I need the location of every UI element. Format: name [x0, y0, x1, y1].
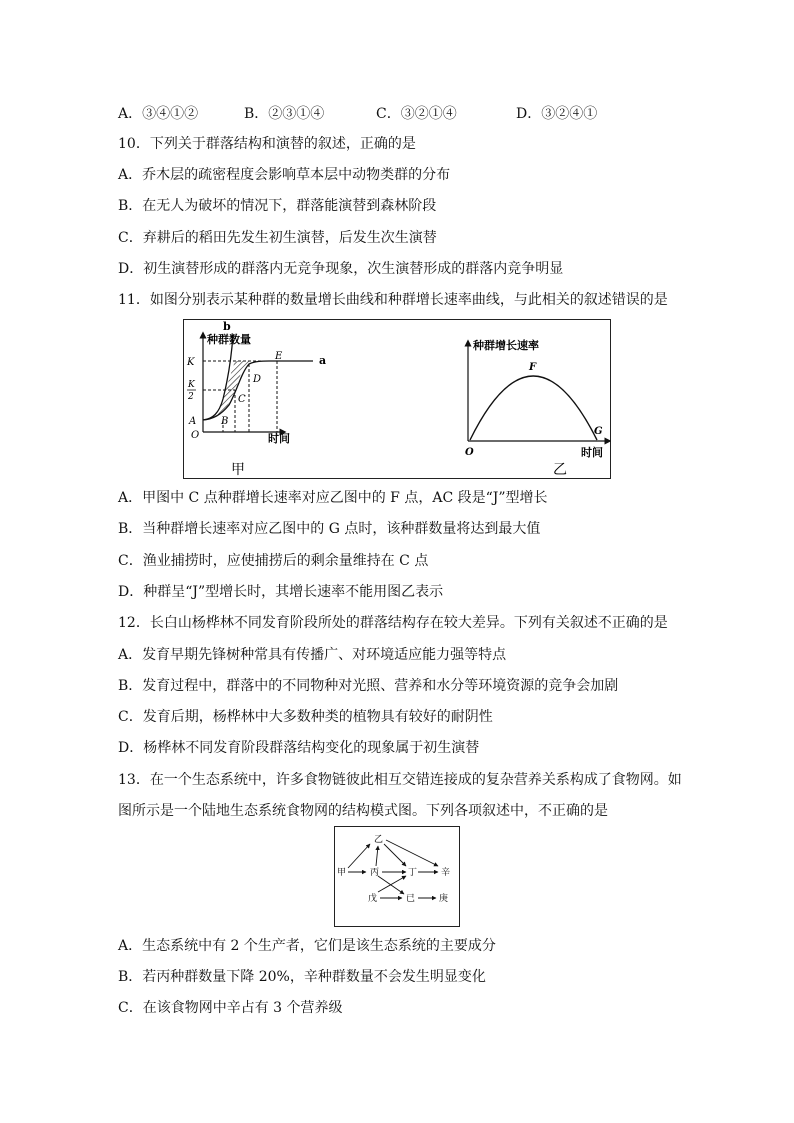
q10-option-b: B．在无人为破坏的情况下，群落能演替到森林阶段	[118, 198, 437, 214]
q12-option-d: D．杨桦林不同发育阶段群落结构变化的现象属于初生演替	[118, 740, 480, 756]
q11-option-b: B．当种群增长速率对应乙图中的 G 点时，该种群数量将达到最大值	[118, 521, 541, 537]
yi-caption: 乙	[553, 462, 567, 478]
arrow-yi-ding	[384, 844, 406, 866]
graph-yi	[465, 338, 608, 478]
jia-label-k: K	[187, 357, 195, 368]
arrow-yi-xin	[386, 840, 438, 866]
node-yi: 乙	[374, 835, 384, 845]
q10-option-c: C．弃耕后的稻田先发生初生演替，后发生次生演替	[118, 230, 437, 246]
arrow-bing-ji	[378, 876, 404, 894]
yi-rate-curve	[470, 376, 597, 440]
q11-option-a: A．甲图中 C 点种群增长速率对应乙图中的 F 点，AC 段是“J”型增长	[118, 490, 548, 506]
q9-option-a: A．③④①②	[118, 106, 199, 122]
yi-label-g: G	[594, 426, 603, 437]
q9-option-b: B．②③①④	[244, 106, 325, 122]
jia-label-a-point: A	[189, 416, 197, 427]
jia-point-b: B	[221, 416, 229, 427]
q10-stem: 10．下列关于群落结构和演替的叙述，正确的是	[118, 136, 416, 152]
q9-option-c: C．③②①④	[376, 106, 457, 122]
q11-figure-svg	[183, 319, 611, 479]
jia-label-k-numerator: K	[188, 380, 195, 390]
jia-hatched-area	[217, 361, 258, 417]
jia-point-c: C	[238, 394, 246, 405]
q13-stem-line2: 图所示是一个陆地生态系统食物网的结构模式图。下列各项叙述中，不正确的是	[118, 803, 608, 819]
arrow-jia-yi	[348, 844, 370, 868]
q13-stem-line1: 13．在一个生态系统中，许多食物链彼此相互交错连接成的复杂营养关系构成了食物网。如	[118, 772, 682, 788]
node-geng: 庚	[439, 894, 449, 904]
yi-ylabel: 种群增长速率	[473, 339, 539, 352]
q11-stem: 11．如图分别表示某种群的数量增长曲线和种群增长速率曲线，与此相关的叙述错误的是	[118, 292, 668, 308]
q10-option-d: D．初生演替形成的群落内无竞争现象，次生演替形成的群落内竞争明显	[118, 261, 564, 277]
jia-ylabel: 种群数量	[207, 333, 251, 346]
jia-label-a: a	[319, 354, 327, 367]
node-jia: 甲	[337, 868, 347, 878]
node-ji: 已	[406, 894, 416, 904]
q12-option-c: C．发育后期，杨桦林中大多数种类的植物具有较好的耐阴性	[118, 709, 493, 725]
graph-jia	[186, 320, 326, 478]
q11-option-c: C．渔业捕捞时，应使捕捞后的剩余量维持在 C 点	[118, 553, 429, 569]
q9-options	[118, 103, 678, 121]
jia-label-b: b	[223, 320, 231, 333]
jia-xlabel: 时间	[268, 432, 290, 445]
jia-point-d: D	[253, 374, 262, 385]
q13-option-b: B．若丙种群数量下降 20%，辛种群数量不会发生明显变化	[118, 969, 486, 985]
arrow-bing-yi	[376, 846, 378, 866]
jia-j-curve	[203, 335, 233, 420]
yi-label-o: O	[465, 447, 474, 458]
yi-label-f: F	[529, 362, 537, 373]
q10-option-a: A．乔木层的疏密程度会影响草本层中动物类群的分布	[118, 167, 451, 183]
node-wu: 戊	[368, 894, 378, 904]
q9-option-d: D．③②④①	[516, 106, 598, 122]
q11-option-d: D．种群呈“J”型增长时，其增长速率不能用图乙表示	[118, 584, 444, 600]
q12-stem: 12．长白山杨桦林不同发育阶段所处的群落结构存在较大差异。下列有关叙述不正确的是	[118, 615, 668, 631]
q13-food-web-svg	[334, 826, 460, 927]
jia-label-k-denominator: 2	[188, 392, 194, 402]
node-xin: 辛	[441, 868, 451, 878]
q13-food-web-figure	[334, 826, 460, 931]
yi-xlabel: 时间	[581, 446, 603, 459]
node-bing: 丙	[370, 868, 380, 878]
jia-label-o: O	[191, 430, 200, 441]
jia-point-e: E	[275, 351, 283, 362]
node-ding: 丁	[408, 868, 418, 878]
q13-option-a: A．生态系统中有 2 个生产者，它们是该生态系统的主要成分	[118, 938, 496, 954]
q12-option-b: B．发育过程中，群落中的不同物种对光照、营养和水分等环境资源的竞争会加剧	[118, 678, 619, 694]
jia-caption: 甲	[231, 462, 245, 478]
q13-option-c: C．在该食物网中辛占有 3 个营养级	[118, 1000, 343, 1016]
q11-figure	[183, 319, 611, 483]
q12-option-a: A．发育早期先锋树种常具有传播广、对环境适应能力强等特点	[118, 647, 507, 663]
